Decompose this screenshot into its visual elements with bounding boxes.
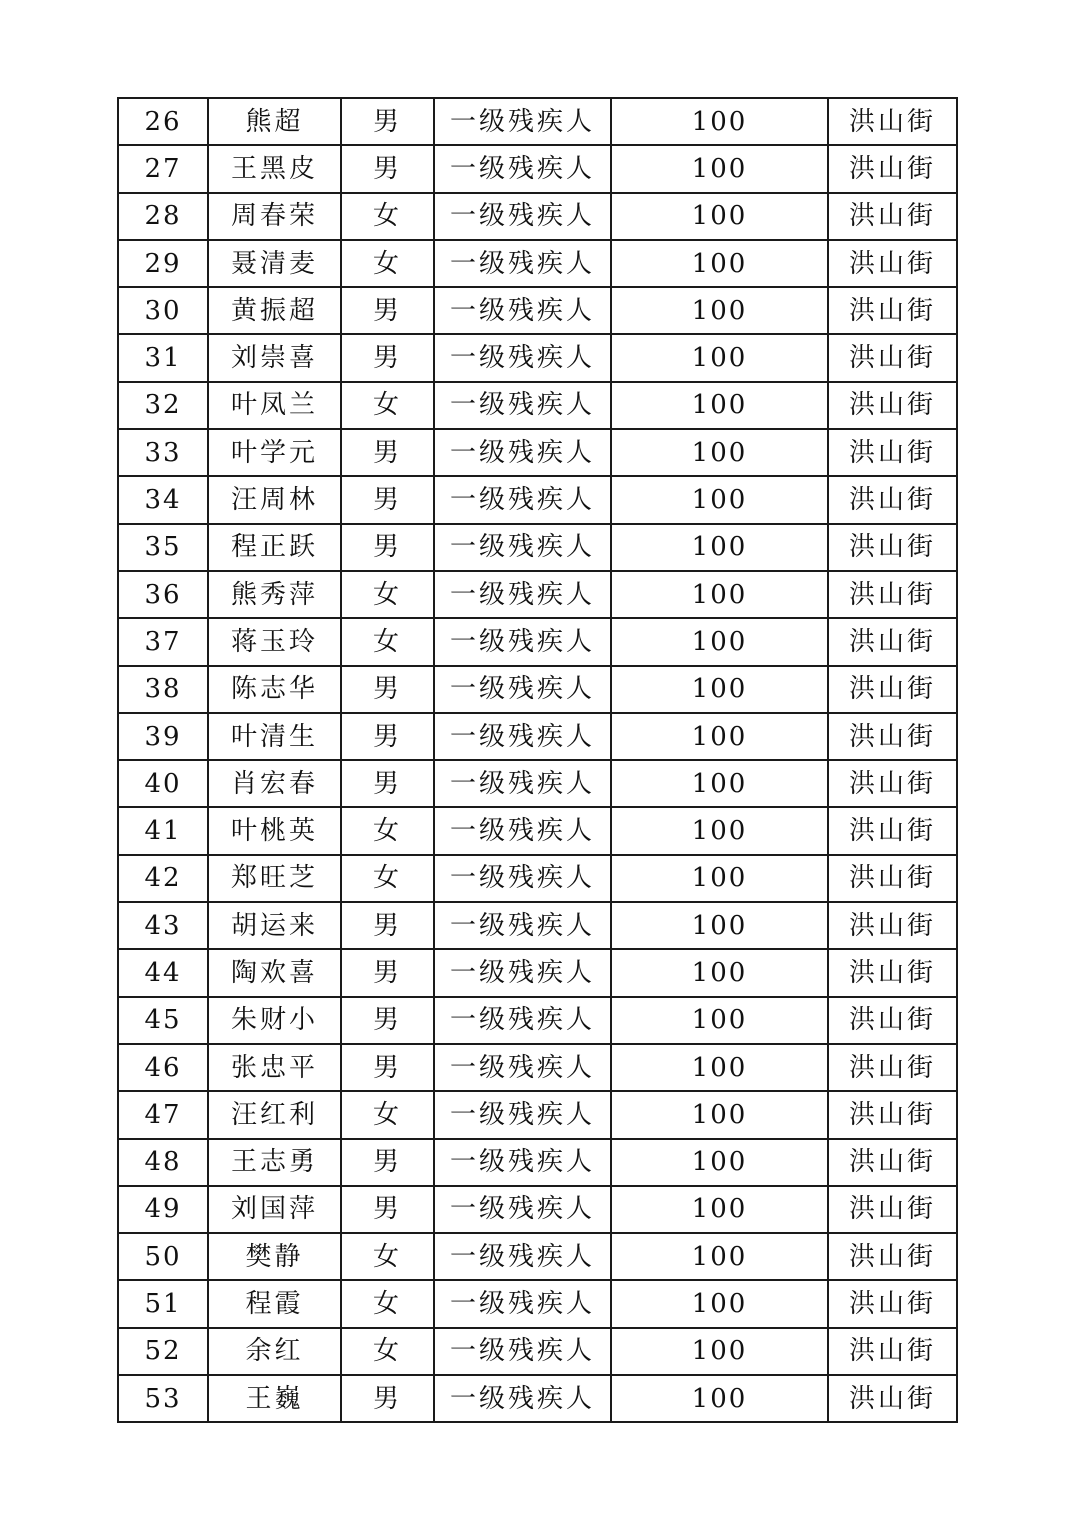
cell-number: 52 — [118, 1328, 208, 1375]
cell-number: 41 — [118, 807, 208, 854]
table-row — [118, 902, 957, 949]
cell-gender: 男 — [341, 145, 434, 192]
cell-name: 熊超 — [208, 98, 341, 145]
cell-name: 程霞 — [208, 1280, 341, 1327]
cell-amount: 100 — [611, 1328, 828, 1375]
cell-amount: 100 — [611, 1375, 828, 1422]
cell-disability-level: 一级残疾人 — [434, 145, 611, 192]
cell-amount: 100 — [611, 382, 828, 429]
table-row — [118, 713, 957, 760]
cell-name: 朱财小 — [208, 997, 341, 1044]
cell-name: 郑旺芝 — [208, 855, 341, 902]
cell-gender: 女 — [341, 855, 434, 902]
table-row — [118, 571, 957, 618]
cell-gender: 男 — [341, 429, 434, 476]
cell-name: 张忠平 — [208, 1044, 341, 1091]
cell-amount: 100 — [611, 334, 828, 381]
cell-amount: 100 — [611, 618, 828, 665]
cell-gender: 男 — [341, 760, 434, 807]
cell-name: 聂清麦 — [208, 240, 341, 287]
cell-number: 42 — [118, 855, 208, 902]
cell-amount: 100 — [611, 1233, 828, 1280]
cell-disability-level: 一级残疾人 — [434, 1186, 611, 1233]
cell-number: 48 — [118, 1139, 208, 1186]
cell-disability-level: 一级残疾人 — [434, 571, 611, 618]
cell-disability-level: 一级残疾人 — [434, 666, 611, 713]
cell-number: 33 — [118, 429, 208, 476]
cell-amount: 100 — [611, 807, 828, 854]
cell-name: 周春荣 — [208, 193, 341, 240]
cell-disability-level: 一级残疾人 — [434, 618, 611, 665]
cell-number: 39 — [118, 713, 208, 760]
table-row — [118, 618, 957, 665]
cell-street: 洪山街 — [828, 997, 957, 1044]
cell-disability-level: 一级残疾人 — [434, 98, 611, 145]
cell-amount: 100 — [611, 1139, 828, 1186]
cell-street: 洪山街 — [828, 1375, 957, 1422]
table-row — [118, 240, 957, 287]
cell-number: 28 — [118, 193, 208, 240]
cell-disability-level: 一级残疾人 — [434, 1233, 611, 1280]
table-row — [118, 334, 957, 381]
cell-disability-level: 一级残疾人 — [434, 1091, 611, 1138]
cell-name: 陶欢喜 — [208, 949, 341, 996]
cell-disability-level: 一级残疾人 — [434, 1139, 611, 1186]
cell-gender: 男 — [341, 1139, 434, 1186]
cell-number: 38 — [118, 666, 208, 713]
table-row — [118, 287, 957, 334]
cell-gender: 女 — [341, 240, 434, 287]
table-row — [118, 382, 957, 429]
table-row — [118, 760, 957, 807]
cell-gender: 女 — [341, 1233, 434, 1280]
cell-disability-level: 一级残疾人 — [434, 760, 611, 807]
table-row — [118, 1375, 957, 1422]
cell-disability-level: 一级残疾人 — [434, 382, 611, 429]
cell-street: 洪山街 — [828, 429, 957, 476]
cell-name: 叶学元 — [208, 429, 341, 476]
cell-number: 50 — [118, 1233, 208, 1280]
cell-gender: 女 — [341, 382, 434, 429]
table-row — [118, 1044, 957, 1091]
cell-street: 洪山街 — [828, 807, 957, 854]
cell-gender: 男 — [341, 997, 434, 1044]
cell-street: 洪山街 — [828, 476, 957, 523]
cell-amount: 100 — [611, 997, 828, 1044]
cell-name: 刘崇喜 — [208, 334, 341, 381]
cell-number: 40 — [118, 760, 208, 807]
cell-amount: 100 — [611, 193, 828, 240]
cell-disability-level: 一级残疾人 — [434, 1328, 611, 1375]
cell-number: 43 — [118, 902, 208, 949]
cell-amount: 100 — [611, 476, 828, 523]
table-row — [118, 949, 957, 996]
cell-name: 程正跃 — [208, 524, 341, 571]
cell-street: 洪山街 — [828, 760, 957, 807]
cell-name: 王巍 — [208, 1375, 341, 1422]
cell-name: 王黑皮 — [208, 145, 341, 192]
cell-street: 洪山街 — [828, 618, 957, 665]
cell-disability-level: 一级残疾人 — [434, 902, 611, 949]
cell-name: 肖宏春 — [208, 760, 341, 807]
cell-disability-level: 一级残疾人 — [434, 193, 611, 240]
cell-street: 洪山街 — [828, 524, 957, 571]
cell-disability-level: 一级残疾人 — [434, 713, 611, 760]
cell-gender: 女 — [341, 1328, 434, 1375]
cell-number: 29 — [118, 240, 208, 287]
cell-amount: 100 — [611, 666, 828, 713]
cell-amount: 100 — [611, 949, 828, 996]
cell-amount: 100 — [611, 287, 828, 334]
cell-gender: 女 — [341, 571, 434, 618]
cell-gender: 女 — [341, 193, 434, 240]
cell-street: 洪山街 — [828, 1280, 957, 1327]
table-row — [118, 1280, 957, 1327]
cell-number: 37 — [118, 618, 208, 665]
table-row — [118, 1233, 957, 1280]
cell-gender: 女 — [341, 1091, 434, 1138]
cell-name: 王志勇 — [208, 1139, 341, 1186]
cell-number: 26 — [118, 98, 208, 145]
cell-disability-level: 一级残疾人 — [434, 287, 611, 334]
table-row — [118, 1186, 957, 1233]
cell-name: 叶桃英 — [208, 807, 341, 854]
cell-amount: 100 — [611, 524, 828, 571]
cell-amount: 100 — [611, 1091, 828, 1138]
cell-street: 洪山街 — [828, 1233, 957, 1280]
beneficiary-table — [117, 97, 958, 1423]
cell-name: 蒋玉玲 — [208, 618, 341, 665]
cell-name: 叶凤兰 — [208, 382, 341, 429]
cell-gender: 男 — [341, 1044, 434, 1091]
table-row — [118, 429, 957, 476]
cell-amount: 100 — [611, 145, 828, 192]
cell-number: 34 — [118, 476, 208, 523]
cell-name: 熊秀萍 — [208, 571, 341, 618]
cell-number: 36 — [118, 571, 208, 618]
cell-street: 洪山街 — [828, 145, 957, 192]
cell-gender: 男 — [341, 334, 434, 381]
cell-name: 黄振超 — [208, 287, 341, 334]
cell-disability-level: 一级残疾人 — [434, 855, 611, 902]
cell-disability-level: 一级残疾人 — [434, 1044, 611, 1091]
cell-number: 46 — [118, 1044, 208, 1091]
table-row — [118, 98, 957, 145]
cell-amount: 100 — [611, 902, 828, 949]
cell-disability-level: 一级残疾人 — [434, 240, 611, 287]
table-row — [118, 193, 957, 240]
cell-amount: 100 — [611, 1044, 828, 1091]
cell-name: 刘国萍 — [208, 1186, 341, 1233]
cell-number: 45 — [118, 997, 208, 1044]
table-row — [118, 807, 957, 854]
cell-gender: 男 — [341, 524, 434, 571]
cell-amount: 100 — [611, 760, 828, 807]
cell-disability-level: 一级残疾人 — [434, 807, 611, 854]
cell-disability-level: 一级残疾人 — [434, 524, 611, 571]
cell-street: 洪山街 — [828, 1328, 957, 1375]
cell-gender: 男 — [341, 476, 434, 523]
cell-street: 洪山街 — [828, 1186, 957, 1233]
cell-amount: 100 — [611, 855, 828, 902]
cell-name: 胡运来 — [208, 902, 341, 949]
cell-street: 洪山街 — [828, 98, 957, 145]
table-row — [118, 997, 957, 1044]
cell-street: 洪山街 — [828, 287, 957, 334]
cell-amount: 100 — [611, 571, 828, 618]
cell-gender: 男 — [341, 287, 434, 334]
cell-street: 洪山街 — [828, 666, 957, 713]
cell-street: 洪山街 — [828, 240, 957, 287]
cell-disability-level: 一级残疾人 — [434, 1375, 611, 1422]
cell-number: 47 — [118, 1091, 208, 1138]
cell-street: 洪山街 — [828, 334, 957, 381]
cell-number: 27 — [118, 145, 208, 192]
cell-gender: 男 — [341, 666, 434, 713]
cell-amount: 100 — [611, 713, 828, 760]
table-row — [118, 855, 957, 902]
cell-number: 51 — [118, 1280, 208, 1327]
table-row — [118, 1328, 957, 1375]
cell-street: 洪山街 — [828, 949, 957, 996]
cell-name: 樊静 — [208, 1233, 341, 1280]
cell-gender: 男 — [341, 98, 434, 145]
cell-number: 53 — [118, 1375, 208, 1422]
cell-gender: 男 — [341, 902, 434, 949]
cell-number: 30 — [118, 287, 208, 334]
cell-amount: 100 — [611, 1186, 828, 1233]
table-row — [118, 666, 957, 713]
cell-disability-level: 一级残疾人 — [434, 429, 611, 476]
cell-name: 余红 — [208, 1328, 341, 1375]
table-row — [118, 1091, 957, 1138]
cell-amount: 100 — [611, 98, 828, 145]
cell-street: 洪山街 — [828, 713, 957, 760]
cell-street: 洪山街 — [828, 571, 957, 618]
cell-street: 洪山街 — [828, 193, 957, 240]
cell-name: 汪红利 — [208, 1091, 341, 1138]
cell-number: 49 — [118, 1186, 208, 1233]
cell-disability-level: 一级残疾人 — [434, 997, 611, 1044]
cell-gender: 男 — [341, 713, 434, 760]
cell-number: 44 — [118, 949, 208, 996]
cell-street: 洪山街 — [828, 1044, 957, 1091]
cell-name: 陈志华 — [208, 666, 341, 713]
table-row — [118, 1139, 957, 1186]
cell-gender: 男 — [341, 1186, 434, 1233]
cell-name: 汪周林 — [208, 476, 341, 523]
cell-amount: 100 — [611, 240, 828, 287]
cell-gender: 男 — [341, 1375, 434, 1422]
cell-number: 32 — [118, 382, 208, 429]
cell-name: 叶清生 — [208, 713, 341, 760]
cell-gender: 女 — [341, 807, 434, 854]
cell-amount: 100 — [611, 1280, 828, 1327]
cell-street: 洪山街 — [828, 382, 957, 429]
cell-disability-level: 一级残疾人 — [434, 476, 611, 523]
cell-gender: 女 — [341, 1280, 434, 1327]
table-row — [118, 145, 957, 192]
cell-disability-level: 一级残疾人 — [434, 949, 611, 996]
beneficiary-table-body — [118, 98, 957, 1422]
cell-street: 洪山街 — [828, 1091, 957, 1138]
cell-amount: 100 — [611, 429, 828, 476]
cell-number: 35 — [118, 524, 208, 571]
cell-gender: 男 — [341, 949, 434, 996]
cell-disability-level: 一级残疾人 — [434, 1280, 611, 1327]
table-row — [118, 524, 957, 571]
cell-disability-level: 一级残疾人 — [434, 334, 611, 381]
cell-street: 洪山街 — [828, 855, 957, 902]
cell-street: 洪山街 — [828, 1139, 957, 1186]
cell-gender: 女 — [341, 618, 434, 665]
cell-number: 31 — [118, 334, 208, 381]
table-row — [118, 476, 957, 523]
cell-street: 洪山街 — [828, 902, 957, 949]
